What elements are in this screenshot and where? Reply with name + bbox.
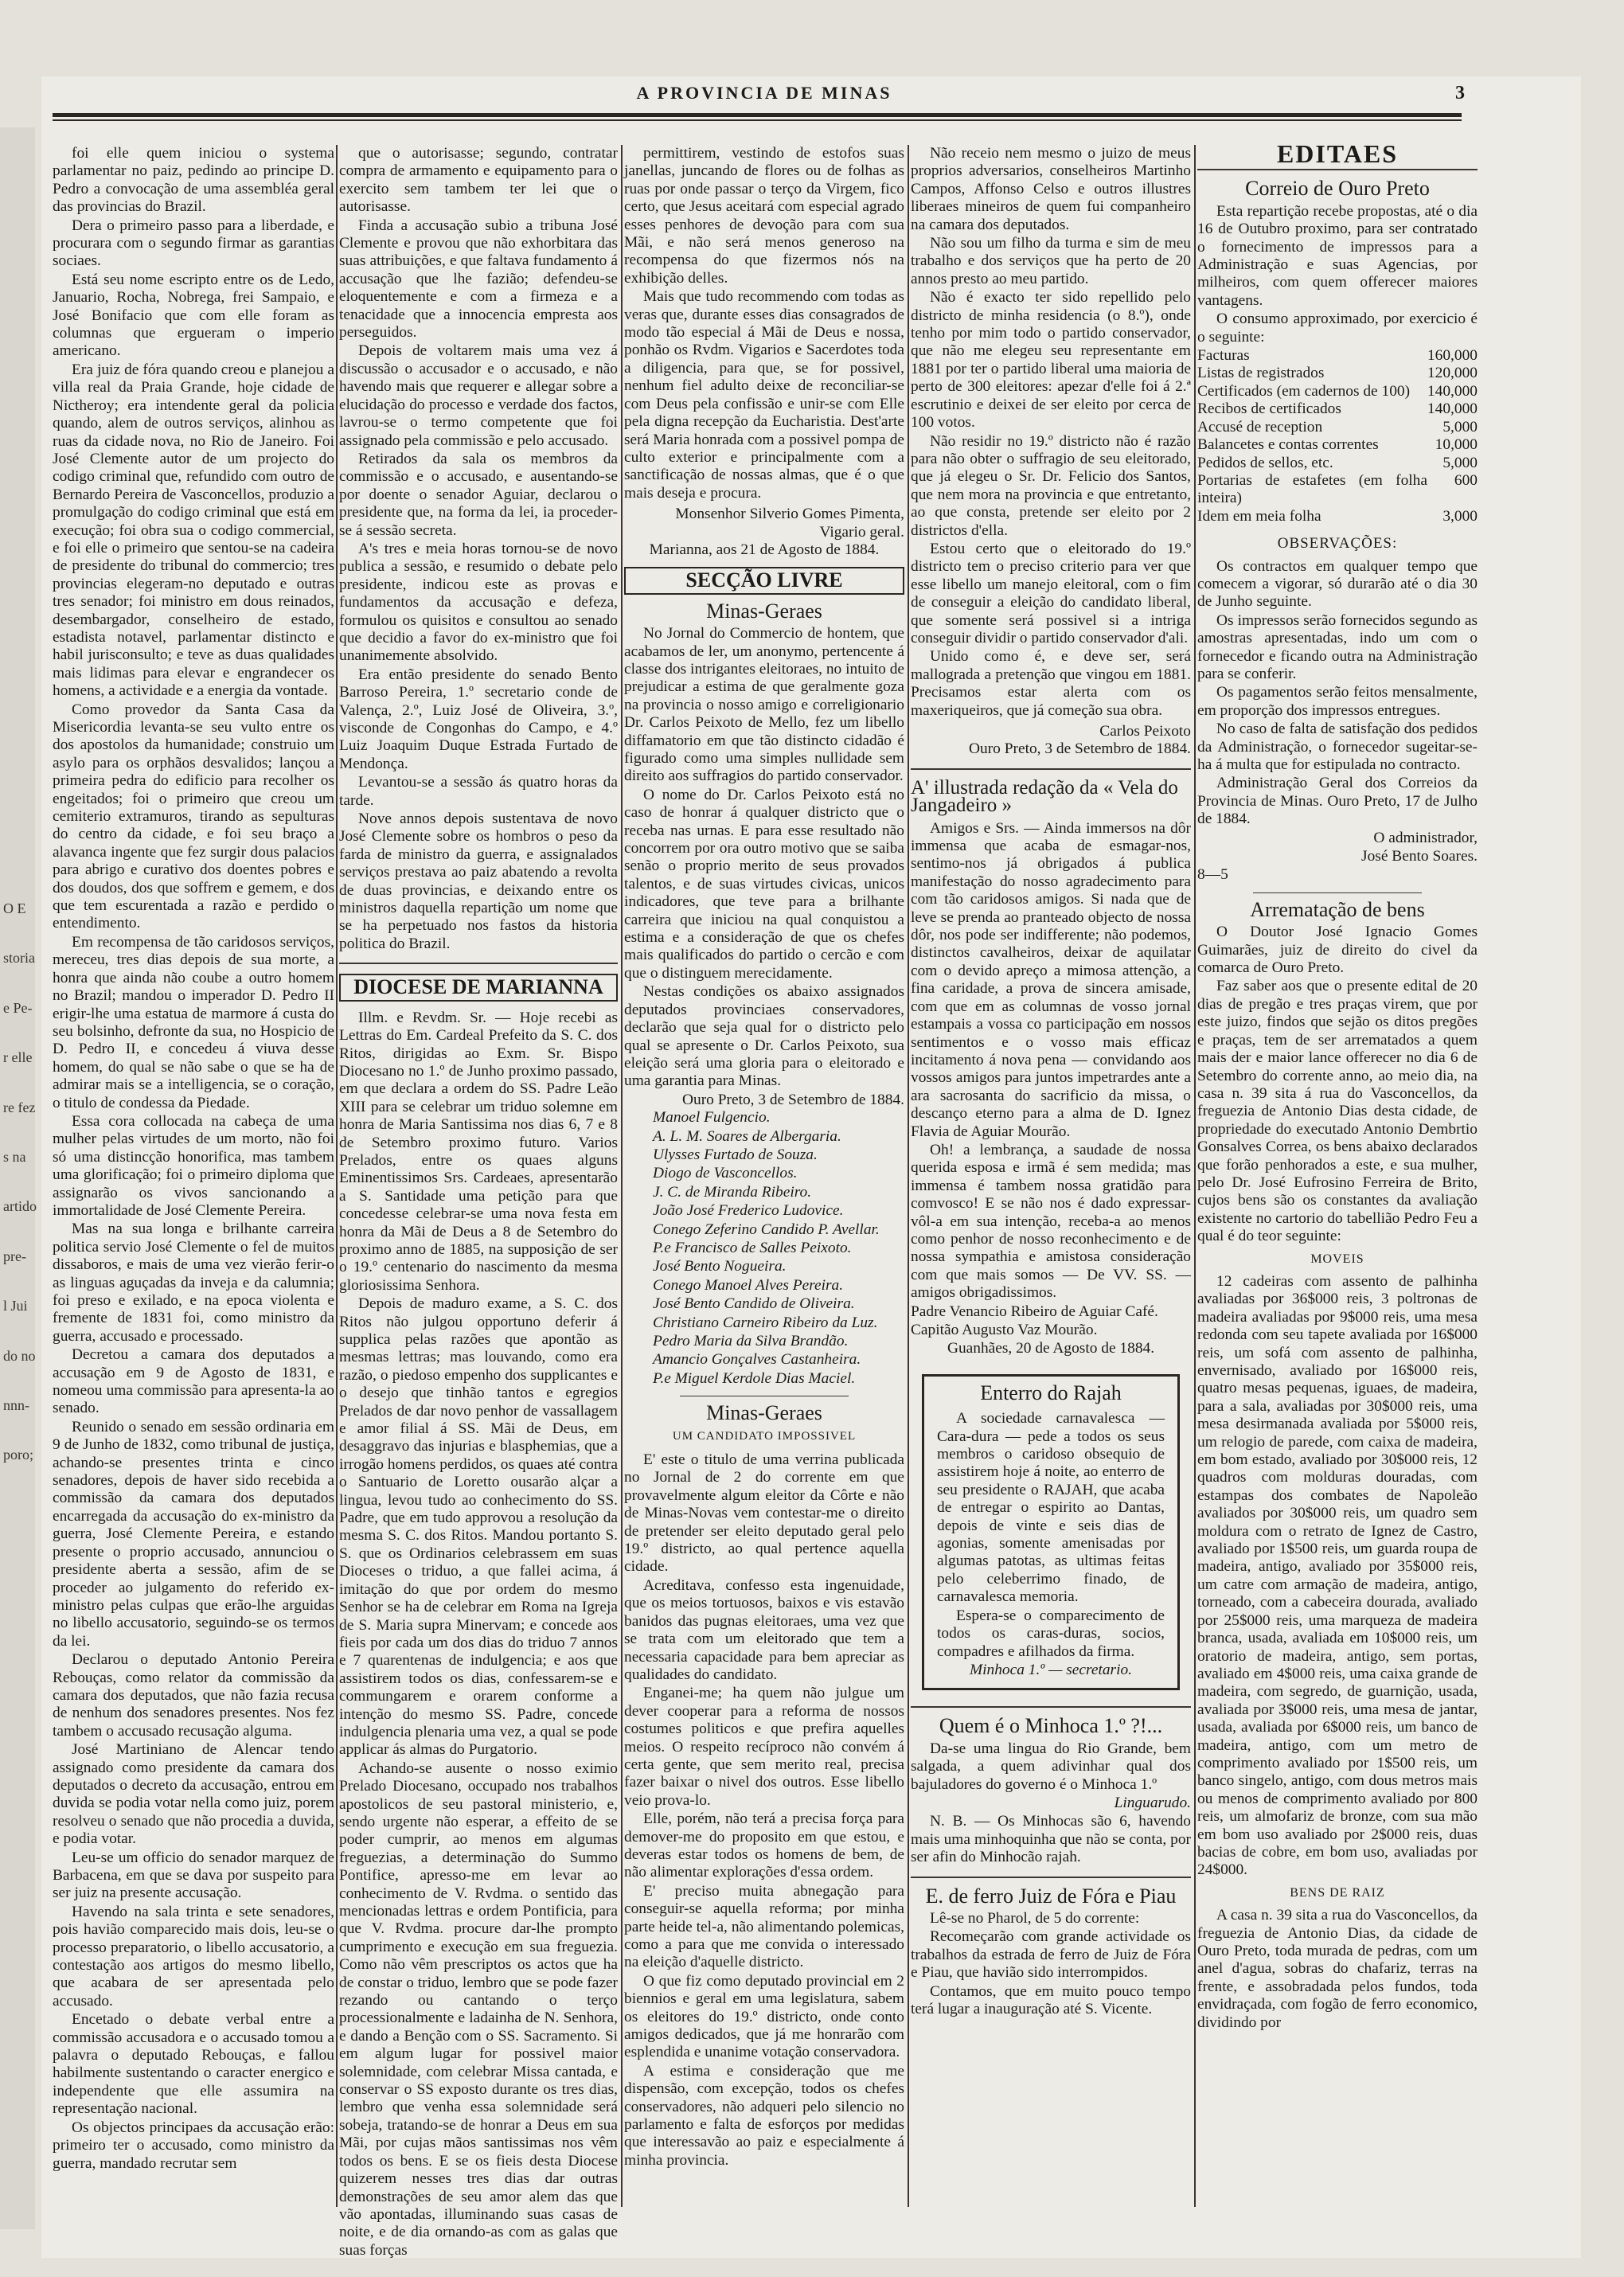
paragraph: Recomeçarão com grande actividade os trabalhos da estrada de ferro de Juiz de Fóra e Piau, que havião sido interrompidos. — [911, 1928, 1191, 1982]
consumo-value: 140,000 — [1427, 382, 1478, 400]
paragraph: No Jornal do Commercio de hontem, que acabamos de ler, um anonymo, pertencente á classe dos intrigantes eleitoraes, no intuito de prejudicar a estima de que geralmente goza na provincia o nosso amigo e correligionario Dr. Carlos Peixoto de Mello, fez um libello diffamatorio em que tão distincto cidadão é figurado como uma simples nullidade sem direito aos suffragios do partido conservador. — [624, 625, 904, 785]
minhoca-text: Da-se uma lingua do Rio Grande, bem salgada, a quem adivinhar qual dos bajuladores do governo é o Minhoca 1.º — [911, 1740, 1191, 1793]
paragraph: Nove annos depois sustentava de novo José Clemente sobre os hombros o peso da farda de ministro da guerra, e assignalados serviços prestava ao paiz abatendo a revolta de duas provincias, e deixando entre os ministros daquella repartição um nome que se ha perpetuado nos fastos da historia politica do Brazil. — [339, 810, 618, 952]
paragraph: Decretou a camara dos deputados a accusação em 9 de Agosto de 1831, e nomeou uma commissão para apresenta-la ao senado. — [53, 1346, 334, 1417]
consumo-row — [1197, 347, 1478, 365]
paragraph: Estou certo que o eleitorado do 19.º districto tem o preciso criterio para ver que esse libello um manejo eleitoral, com o fim de conseguir a eleição do candidato liberal, que somente será possivel si a intriga conseguir dividir o partido conservador d'ali. — [911, 540, 1191, 646]
consumo-value: 600 — [1454, 471, 1478, 489]
paragraph: Amigos e Srs. — Ainda immersos na dôr immensa que acaba de esmagar-nos, sentimo-nos já obrigados á publica manifestação do nosso agradecimento para com tão caridosos amigos. Si nada que de leve se prenda ao pranteado objecto de nossa dôr, nos pode ser indifferente; não podemos, distinctos cavalheiros, deixar de aquilatar com o devido apreço a mimosa attenção, a fina caridade, a prova de sincera amisade, com que em as columnas de vosso jornal estampais a vossa co participação em nossos sentimentos e o vosso mais efficaz incitamento á nova pena — convidando aos vossos amigos para juntos impetrardes ante a ara sacrosanta do sacrificio da missa, o descanço eterno para a alma de D. Ignez Flavia de Aguiar Mourão. — [911, 819, 1191, 1140]
divider — [911, 1706, 1191, 1708]
paragraph: Era então presidente do senado Bento Barroso Pereira, 1.º secretario conde de Valença, 2.º, Luiz José de Oliveira, 3.º, visconde de Congonhas do Campo, e 4.º Luiz Joaquim Duque Estrada Furtado de Mendonça. — [339, 666, 618, 772]
signer-name: José Bento Nogueira. — [653, 1258, 787, 1275]
consumo-label: Idem em meia folha — [1197, 507, 1321, 525]
paragraph: Levantou-se a sessão ás quatro horas da tarde. — [339, 774, 618, 809]
paragraph: Não residir no 19.º districto não é razão para não obter o suffragio de seu eleitorado, que já elegeu o Sr. Dr. Felicio dos Santos, que nem mora na provincia e que entretanto, ao que consta, pretende ser eleito por 2 districtos d'ella. — [911, 432, 1191, 539]
paragraph: A's tres e meia horas tornou-se de novo publica a sessão, e resumido o debate pelo presidente, indicou este as provas e fundamentos da accusação e defeza, formulou os quisitos e consultou ao senado que decidio a favor do ex-ministro que foi unanimemente absolvido. — [339, 540, 618, 665]
correio-intro: Esta repartição recebe propostas, até o dia 16 de Outubro proximo, para ser contratado o fornecimento de impressos para a Administração e suas Agencias, por milheiros, com quem offerecer maiores vantagens. — [1197, 202, 1478, 309]
paragraph: Achando-se ausente o nosso eximio Prelado Diocesano, occupado nos trabalhos apostolicos de seu pastoral ministerio, e, sendo urgente não esperar, a effeito de se poder cumprir, ao menos em algumas freguezias, a determinação do Summo Pontifice, apresso-me em levar ao conhecimento de V. Rvdma. o sentido das mencionadas lettras e ordem Pontificia, para que V. Rvdma. procure dar-lhe prompto cumprimento e execução em sua freguezia. Como não vêm prescriptos os actos que ha de constar o triduo, lembro que se pode fazer rezando ou cantando o terço processionalmente e ladainha de N. Senhora, e dando a Benção com o SS. Sacramento. Si em algum lugar for possivel maior solemnidade, com celebrar Missa cantada, e conservar o SS exposto durante os tres dias, lembro que venha essa solemnidade será sobeja, tratando-se de honrar a Deus em sua Mãi, por cujas mãos santissimas nos vêm todos os bens. E se os fieis desta Diocese quizerem nesses tres dias dar outras demonstrações de seu amor alem das que vão apontadas, illuminando suas casas de noite, e de dia ornando-as com as galas que suas forças — [339, 1759, 618, 2259]
paragraph: Enganei-me; ha quem não julgue um dever cooperar para a reforma de nossos costumes politicos e que prefira aquelles meios. O respeito recíproco não convém á certa gente, que sem merito real, precisa fazer baixar o nivel dos outros. Esse libello veio prova-lo. — [624, 1685, 904, 1809]
correio-title: Correio de Ouro Preto — [1245, 177, 1430, 201]
signature-role: Vigario geral. — [819, 523, 904, 541]
paragraph: Administração Geral dos Correios da Provincia de Minas. Ouro Preto, 17 de Julho de 1884. — [1197, 775, 1478, 828]
bens-raiz-title: BENS DE RAIZ — [1290, 1885, 1385, 1900]
consumo-row — [1197, 400, 1478, 418]
column-2 — [339, 145, 618, 2259]
consumo-row — [1197, 365, 1478, 382]
signer-name: Diogo de Vasconcellos. — [653, 1165, 798, 1182]
edge-fragment: storia — [3, 950, 35, 967]
paragraph: O que fiz como deputado provincial em 2 biennios e geral em uma legislatura, sabem os eleitores do 19.º districto, onde conto amigos dedicados, que já me honrarão com esplendida e unanime votação conservadora. — [624, 1972, 904, 2061]
paragraph: Elle, porém, não terá a precisa força para demover-me do proposito em que estou, e deveras estar todos os homens de bem, de não alimentar explorações d'essa ordem. — [624, 1810, 904, 1881]
paragraph: Depois de voltarem mais uma vez á discussão o accusador e o accusado, e não havendo mais que requerer e allegar sobre a elucidação do processo e verdade dos factos, lavrou-se o termo competente que foi assignado pela commissão e pelo accusado. — [339, 342, 618, 449]
header-rule-thin — [53, 119, 1462, 121]
divider — [1253, 892, 1421, 893]
illustrada-sign-1: Padre Venancio Ribeiro de Aguiar Café. — [911, 1303, 1158, 1320]
divider — [911, 1877, 1191, 1878]
signer-name: Ulysses Furtado de Souza. — [653, 1146, 818, 1163]
column-3 — [624, 145, 904, 2207]
enterro-rajah-box — [922, 1374, 1180, 1691]
paragraph: Os contractos em qualquer tempo que comecem a vigorar, só durarão até o dia 30 de Junho seguinte. — [1197, 557, 1478, 611]
signer-name: P.e Francisco de Salles Peixoto. — [653, 1239, 852, 1256]
paragraph: Oh! a lembrança, a saudade de nossa querida esposa e irmã é sem medida; mas immensa é tambem nossa gratidão para comvosco! E se não nos é dado expressar-vôl-a em sua intenção, receba-a ao menos como penhor de nosso reconhecimento e de nossa sympathia e amistosa consideração com que mais somos — De VV. SS. — amigos obrigadissimos. — [911, 1141, 1191, 1302]
illustrada-date: Guanhães, 20 de Agosto de 1884. — [947, 1340, 1155, 1357]
consumo-row — [1197, 436, 1478, 454]
administrador-label: O administrador, — [1373, 829, 1478, 846]
bens-raiz-text: A casa n. 39 sita a rua do Vasconcellos, da freguezia de Antonio Dias, da cidade de Ouro Preto, toda murada de pedras, com um anel d'agua, sobras do chafariz, terras na frente, e assobradada pelos fundos, toda envidraçada, com fogão de ferro economico, dividindo por — [1197, 1907, 1478, 2031]
observacoes-text — [1197, 558, 1478, 829]
paragraph: E' preciso muita abnegação para conseguir-se aquella reforma; por minha parte heide tel-a, não alimentando polemicas, como a para que me convida o interessado na eleição d'aquelle districto. — [624, 1882, 904, 1971]
consumo-row — [1197, 508, 1478, 525]
editais-title: EDITAES — [1276, 139, 1399, 168]
consumo-row — [1197, 455, 1478, 472]
paragraph: Está seu nome escripto entre os de Ledo, Januario, Rocha, Nobrega, frei Sampaio, e José Bonifacio que com elle foram as columnas que ergueram o imperio americano. — [53, 271, 334, 360]
signer-name: Conego Manoel Alves Pereira. — [653, 1276, 844, 1294]
paragraph: Mas na sua longa e brilhante carreira politica servio José Clemente o fel de muitos dissaboros, e mais de uma vez vierão ferir-o as linguas aguçadas da inveja e da calumnia; foi preso e exilado, e na epoca violenta e fremente de 1831 foi, como ministro da guerra, accusado e processado. — [53, 1221, 334, 1345]
paragraph: Leu-se um officio do senador marquez de Barbacena, em que se dava por suspeito para ser juiz na presente accusação. — [53, 1849, 334, 1902]
paragraph: A estima e consideração que me dispensão, com excepção, todos os chefes conservadores, não adqueri pelo silencio no parlamento e falta de esforços por medidas que interessavão ao paiz e especialmente á minha provincia. — [624, 2062, 904, 2169]
minhoca-nb: N. B. — Os Minhocas são 6, havendo mais uma minhoquinha que não se conta, por ser afin do Minhocão rajah. — [911, 1813, 1191, 1866]
consumo-value: 120,000 — [1427, 365, 1478, 382]
edge-fragment: pre- — [3, 1248, 26, 1264]
correio-intro-2: O consumo approximado, por exercicio é o seguinte: — [1197, 310, 1478, 346]
signer-name: A. L. M. Soares de Albergaria. — [653, 1127, 841, 1145]
paragraph: Nestas condições os abaixo assignados deputados provinciaes conservadores, declarão que seja qual for o districto pelo qual se apresente o Dr. Carlos Peixoto, sua eleição será uma gloria para o eleitorado e uma garantia para Minas. — [624, 983, 904, 1090]
paragraph: Acreditava, confesso esta ingenuidade, que os meios tortuosos, baixos e vis estavão banidos das pugnas eleitoraes, uma vez que se trata com um eleitorado que tem a necessaria capacidade para bem apreciar as qualidades do candidato. — [624, 1576, 904, 1683]
minas-geraes-heading-2: Minas-Geraes — [706, 1401, 822, 1425]
consumo-value: 10,000 — [1435, 436, 1478, 454]
signer-name: J. C. de Miranda Ribeiro. — [653, 1183, 812, 1201]
candidato-text-continued — [911, 145, 1191, 720]
minhoca-sign: Linguarudo. — [1114, 1794, 1191, 1811]
edge-fragment: artido — [3, 1198, 37, 1215]
signer-name: Conego Zeferino Candido P. Avellar. — [653, 1221, 880, 1238]
edge-fragment: poro; — [3, 1447, 33, 1463]
paragraph: Lê-se no Pharol, de 5 do corrente: — [930, 1909, 1140, 1927]
paragraph: O Doutor José Ignacio Gomes Guimarães, juiz de direito do civel da comarca de Ouro Preto. — [1197, 924, 1478, 977]
signer-name: Manoel Fulgencio. — [653, 1109, 771, 1127]
illustrada-text — [911, 820, 1191, 1303]
paragraph: Não receio nem mesmo o juizo de meus proprios adversarios, conselheiros Martinho Campos, Affonso Celso e outros illustres liberaes mineiros de quem fui companheiro na camara dos deputados. — [911, 145, 1191, 233]
diocese-title: DIOCESE DE MARIANNA — [339, 974, 618, 1001]
consumo-label: Accusé de reception — [1197, 418, 1323, 435]
signer-name: Amancio Gonçalves Castanheira. — [653, 1351, 861, 1369]
rajah-title: Enterro do Rajah — [980, 1381, 1122, 1404]
moveis-text: 12 cadeiras com assento de palhinha avaliadas por 36$000 reis, 3 poltronas de madeira avaliadas por 9$000 reis, uma mesa redonda com seu tapete avaliada por 16$000 reis, um sofá com assento de palhinha, envernisado, avaliado por 16$000 reis, quatro mesas pequenas, iguaes, de madeira, para a sala, avaliadas por 30$000 reis, uma mesa desirmanada avaliada por 5$000 reis, um relogio de parede, com caixa de madeira, em bom estado, avaliado por 30$000 reis, 12 quadros com molduras douradas, com estampas dos combates de Napoleão avaliados por 30$000 reis, um quadro sem moldura com o retrato de Ignez de Castro, avaliado por 1$500 reis, um guarda roupa de madeira, antigo, avaliado por 35$000 reis, um catre com armação de madeira, antigo, torneado, com a cabeceira dourada, avaliado por 25$000 reis, uma marqueza de madeira branca, usada, avaliada em 10$000 reis, um oratorio de madeira, antigo, sem portas, avaliado em 4$000 reis, uma caixa grande de madeira, com segredo, de guarnição, usada, avaliada por 3$000 reis, uma mesa de jantar, usada, avaliada por 6$000 reis, um banco de madeira, antigo, com um metro de comprimento avaliado por 1$500 reis, um banco singelo, antigo, com dous metros mais ou menos de comprimento avaliado por 800 reis, um almofariz de bronze, com sua mão em bom uso avaliado por 2$000 reis, duas bacias de cobre, em bom uso, avaliadas por 24$000. — [1197, 1272, 1478, 1879]
paragraph: Não sou um filho da turma e sim de meu trabalho e dos serviços que ha perto de 20 annos presto ao meu partido. — [911, 235, 1191, 287]
signature-name: Monsenhor Silverio Gomes Pimenta, — [675, 506, 904, 523]
paragraph: Não é exacto ter sido repellido pelo districto de minha residencia (o 8.º), onde tenho por mim todo o partido conservador, que não me elegeu seu representante em 1881 por ter o partido liberal uma maioria de perto de 300 eleitores: apezar d'elle foi á 2.ª escrutinio e deixei de ser eleito por cerca de 100 votos. — [911, 289, 1191, 432]
seccao-livre-text — [624, 625, 904, 1091]
paragraph: que o autorisasse; segundo, contratar compra de armamento e equipamento para o exercito sem tambem ter lei que o autorisasse. — [339, 145, 618, 216]
edge-fragment: do no — [3, 1347, 36, 1364]
paragraph: E' este o titulo de uma verrina publicada no Jornal de 2 do corrente em que provavelmente algum eleitor da Côrte e não de Minas-Novas vem contestar-me o direito de pretender ser eleito deputado geral pelo 19.º districto, ao qual pertence aquella cidade. — [624, 1451, 904, 1576]
candidato-impossivel-text — [624, 1451, 904, 2170]
diocese-letter-continued — [624, 145, 904, 502]
illustrada-title: A' illustrada redação da « Vela do Jangadeiro » — [911, 776, 1178, 817]
minhoca-title: Quem é o Minhoca 1.º ?!... — [939, 1714, 1163, 1738]
edge-fragment: nnn- — [3, 1397, 29, 1414]
signer-name: Pedro Maria da Silva Brandão. — [653, 1333, 849, 1349]
signature-silverio — [624, 506, 904, 559]
seccao-date: Ouro Preto, 3 de Setembro de 1884. — [682, 1091, 904, 1108]
consumo-label: Balancetes e contas correntes — [1197, 436, 1379, 454]
signer-name: João José Frederico Ludovice. — [653, 1202, 844, 1220]
paragraph: José Martiniano de Alencar tendo assignado como presidente da camara dos deputados o decreto da accusação, entrou em duvida se podia votar nella como juiz, porem resolveu o senado que não procedia a duvida, e podia votar. — [53, 1741, 334, 1848]
consumo-label: Pedidos de sellos, etc. — [1197, 454, 1333, 471]
paragraph: O nome do Dr. Carlos Peixoto está no caso de honrar á qualquer districto que o receba nas urnas. E para esse resultado não concorrem por ora outro motivo que se saiba senão o proprio merito de seus provados talentos, e de suas virtudes civicas, unicos indicadores, que teve para a brilhante carreira que iniciou na qual conquistou a estima e a consideração de que os chefes mais qualificados do partido o cercão e com que o distinguem merecidamente. — [624, 786, 904, 982]
rajah-sign: Minhoca 1.º — secretario. — [969, 1661, 1133, 1678]
column-4 — [911, 145, 1191, 2207]
paragraph: Encetado o debate verbal entre a commissão accusadora e o accusado tomou a palavra o deputado Rebouças, e fallou habilmente sustentando o caracter energico e independente que elle assumira na representação nacional. — [53, 2011, 334, 2118]
paragraph: Espera-se o comparecimento de todos os caras-duras, socios, compadres e afilhados da firma. — [937, 1607, 1165, 1660]
consumo-value: 5,000 — [1442, 454, 1478, 471]
signer-name: Christiano Carneiro Ribeiro da Luz. — [653, 1314, 878, 1331]
column-rule — [1194, 145, 1196, 2207]
consumo-row — [1197, 419, 1478, 436]
paragraph: foi elle quem iniciou o systema parlamentar no paiz, pedindo ao principe D. Pedro a convocação de uma assembléa geral das provincias do Brazil. — [53, 145, 334, 216]
newspaper-name: A PROVINCIA DE MINAS — [636, 83, 892, 103]
divider — [1197, 169, 1478, 170]
edital-ref: 8—5 — [1197, 866, 1228, 884]
consumo-row — [1197, 383, 1478, 400]
edge-fragment: e Pe- — [3, 999, 33, 1016]
paragraph: Em recompensa de tão caridosos serviços, mereceu, tres dias depois de sua morte, a honra que ainda não coube a outro homem no Brazil; mandou o imperador D. Pedro II erigir-lhe uma estatua de marmore á custa do seu bolsinho, defronte da sua, no Hospicio de D. Pedro II, e concedeu á viuva desse homem, do qual se não sabe o que se ha de admirar mais se a intelligencia, se o coração, o titulo de condessa da Piedade. — [53, 933, 334, 1111]
consumo-table — [1197, 347, 1478, 525]
column-rule — [621, 145, 623, 2207]
consumo-label: Facturas — [1197, 347, 1250, 365]
edge-fragment: l Jui — [3, 1298, 28, 1314]
paragraph: Retirados da sala os membros da commissão e o accusado, e ausentando-se por doente o senador Aguiar, declarou o presidente que, na forma da lei, ia proceder-se á sessão secreta. — [339, 450, 618, 539]
column-rule — [908, 145, 909, 2207]
ferro-text — [911, 1910, 1191, 2018]
paragraph: A sociedade carnavalesca — Cara-dura — pede a todos os seus membros o caridoso obsequio de assistirem hoje á noite, ao enterro de seu presidente o RAJAH, que acaba de entregar o espirito ao Dantas, depois de vinte e seis dias de agonias, somente amenisadas por algumas patotas, as ultimas feitas pelo celeberrimo finado, de carnavalesca memoria. — [937, 1410, 1165, 1606]
signature-carlos-peixoto — [911, 723, 1191, 759]
divider — [339, 963, 618, 964]
paragraph: Depois de maduro exame, a S. C. dos Ritos não julgou opportuno deferir á supplica pelas razões que apontão as mesmas lettras; mas louvando, como era razão, o piedoso empenho dos supplicantes e o desejo que tinhão tantos e egregios Prelados de dar novo penhor de vassallagem e amor filial á SS. Mãi de Deus, em desaggravo das injurias e blasphemias, que a irrogão homens perdidos, os quaes até contra o Santuario de Loretto ousarão alçar a lingua, levou tudo ao conhecimento do SS. Padre, que em tudo approvou a resolução da mesma S. C. dos Ritos. Mandou portanto S. S. que os Ordinarios celebrassem em suas Dioceses o triduo, a que fallei acima, á imitação do que por ordem do mesmo Senhor se ha de celebrar em Roma na Igreja de S. Maria supra Minervam; e concede aos fieis por cada um dos dias do triduo 7 annos e 7 quarentenas de indulgencia; e aos que assistirem todos os dias, confessarem-se e commungarem e orarem conforme a intenção do mesmo SS. Padre, concede indulgencia plenaria uma vez, a qual se pode applicar ás almas do Purgatorio. — [339, 1295, 618, 1759]
paragraph: Finda a accusação subio a tribuna José Clemente e provou que não exhorbitara das suas attribuições, e que faltava fundamento á accusação que lhe fazião; defendeu-se eloquentemente e com a firmeza e a tenacidade que a innocencia empresta aos perseguidos. — [339, 217, 618, 342]
header-rule — [53, 113, 1462, 117]
senate-article-continued — [339, 145, 618, 953]
ferro-title: E. de ferro Juiz de Fóra e Piau — [925, 1884, 1177, 1908]
paragraph: Contamos, que em muito pouco tempo terá lugar a inauguração até S. Vicente. — [911, 1982, 1191, 2017]
paragraph: No caso de falta de satisfação dos pedidos da Administração, o fornecedor sugeitar-se-ha á multa que for estipulada no contracto. — [1197, 721, 1478, 773]
paragraph: Unido como é, e deve ser, será mallograda a pretenção que vingou em 1881. Precisamos estar alerta com os maxeriqueiros, que já começão sua obra. — [911, 648, 1191, 719]
signer-name: P.e Miguel Kerdole Dias Maciel. — [653, 1369, 856, 1387]
paragraph: Illm. e Revdm. Sr. — Hoje recebi as Lettras do Em. Cardeal Prefeito da S. C. dos Ritos, dirigidas ao Exm. Sr. Bispo Diocesano no 1.º de Junho proximo passado, em que declara a ordem do SS. Padre Leão XIII para se celebrar um triduo solemne em honra de Maria Santissima nos dias 6, 7 e 8 de Setembro proximo futuro. Varios Prelados, entre os quaes alguns Eminentissimos Srs. Cardeaes, apresentarão a S. Santidade uma petição para que concedesse celebrar-se uma nova festa em honra da Mãi de Deus a 8 de Setembro do proximo anno de 1885, na supposição de ser o 19.º centenario do nascimento da mesma gloriosissima Senhora. — [339, 1009, 618, 1294]
minas-geraes-heading: Minas-Geraes — [706, 599, 822, 623]
consumo-value: 140,000 — [1427, 400, 1478, 418]
paragraph: Mais que tudo recommendo com todas as veras que, durante esses dias consagrados de modo tão especial á Mãi de Deus e nossa, ponhão os Rvdm. Vigarios e Sacerdotes toda a diligencia, para que, se for possivel, nenhum fiel adulto deixe de reconciliar-se com Deus pela confissão e unir-se com Elle pela digna recepção da Eucharistia. Dest'arte será Maria honrada com a possivel pompa de culto exterior e principalmente com a sanctificação de nossas almas, que é o que mais deseja e procura. — [624, 288, 904, 502]
administrador-name: José Bento Soares. — [1361, 848, 1478, 865]
rajah-text — [937, 1410, 1165, 1661]
page-number: 3 — [1455, 83, 1465, 104]
consumo-value: 160,000 — [1427, 347, 1478, 365]
paragraph: Dera o primeiro passo para a liberdade, e procurara com o segundo firmar as garantias sociaes. — [53, 217, 334, 270]
consumo-label: Recibos de certificados — [1197, 400, 1341, 418]
divider — [911, 768, 1191, 770]
observacoes-title: OBSERVAÇÕES: — [1277, 535, 1398, 553]
consumo-value: 3,000 — [1442, 507, 1478, 525]
moveis-title: MOVEIS — [1310, 1252, 1364, 1266]
candidato-subheading: UM CANDIDATO IMPOSSIVEL — [672, 1429, 857, 1443]
arrematacao-text — [1197, 924, 1478, 1245]
edge-fragment: s na — [3, 1149, 26, 1166]
left-edge-fragments — [3, 900, 37, 1464]
signature-name: Carlos Peixoto — [1099, 723, 1191, 740]
paragraph: Como provedor da Santa Casa da Misericordia levanta-se seu vulto entre os dos apostolos da humanidade; construio um asylo para os orphãos desvalidos; lançou a primeira pedra do edificio para recolher os engeitados; foi o primeiro que creou um cemiterio extramuros, tirando as sepulturas do centro da cidade, e foi seu braço a alavanca ingente que fez surgir dous palacios para abrigo e curativo dos doentes pobres e dos doudos, dos que soffrem e gemem, e dos que tem escurentada a razão e perdido o entendimento. — [53, 701, 334, 932]
signature-date: Ouro Preto, 3 de Setembro de 1884. — [969, 740, 1191, 758]
paragraph: Era juiz de fóra quando creou e planejou a villa real da Praia Grande, hoje cidade de Nictheroy; era intendente geral da policia quando, alem de outros serviços, alinhou as ruas da cidade nova, no Rio de Janeiro. Foi José Clemente autor de um projecto do codigo criminal que, refundido com outro de Bernardo Pereira de Vasconcellos, produzio a promulgação do codigo criminal que está em execução; foi obra sua o codigo commercial, e foi elle o primeiro que sentou-se na cadeira de presidente do tribunal do commercio; tres provincias elegeram-no deputado e outras tres senador; foi ministro em dous reinados, desembargador, conselheiro de estado, estadista notavel, parlamentar distincto e habil jurisconsulto; e teve as duas qualidades mais lidimas para elevar e engrandecer os homens, a actividade e a energia da vontade. — [53, 361, 334, 700]
paragraph: Havendo na sala trinta e sete senadores, pois havião comparecido mais dois, leu-se o processo preparatorio, o libello accusatorio, a contestação aos artigos do mesmo libello, que acabara de ser apresentada pelo accusado. — [53, 1903, 334, 2009]
column-rule — [336, 145, 338, 2207]
edge-fragment: O E — [3, 900, 26, 916]
arrematacao-title: Arrematação de bens — [1250, 897, 1425, 921]
paragraph: Faz saber aos que o presente edital de 20 dias de pregão e tres praças virem, que por este juizo, findos que sejão os ditos pregões e praças, tem de ser arrematados a quem mais der e maior lance offerecer no dia 6 de Setembro do corrente anno, ao meio dia, na casa n. 39 sita á rua do Vasconcellos, da freguezia de Antonio Dias desta cidade, de propriedade do executado Antonio Dembrtio Gonsalves Correa, os bens abaixo declarados que forão penhorados a este, e sua mulher, pelo Dr. José Eufrosino Ferreira de Brito, cujos bens são os constantes da avaliação existente no cartorio do tabellião Pedro Feu a qual é do teor seguinte: — [1197, 978, 1478, 1245]
signer-name: José Bento Candido de Oliveira. — [653, 1295, 855, 1313]
paragraph: Os objectos principaes da accusação erão: primeiro ter o accusado, como ministro da guerra, mandado recrutar sem — [53, 2119, 334, 2172]
signature-date: Marianna, aos 21 de Agosto de 1884. — [649, 541, 880, 558]
consumo-value: 5,000 — [1442, 418, 1478, 435]
diocese-letter — [339, 1010, 618, 2259]
column-5 — [1197, 139, 1478, 2207]
signers-list — [624, 1109, 904, 1388]
edge-fragment: r elle — [3, 1049, 33, 1066]
column-1 — [53, 145, 334, 2207]
paragraph: permittirem, vestindo de estofos suas janellas, juncando de flores ou de folhas as ruas por onde passar o terço da Virgem, fico certo, que Jesus aceitará com especial agrado esses penhores de devoção para com sua Mãi, e não será menos generoso na recompensa do que fizermos nós na exhibição delles. — [624, 145, 904, 287]
paragraph: Reunido o senado em sessão ordinaria em 9 de Junho de 1832, como tribunal de justiça, achando-se presentes trinta e cinco senadores, depois de haver sido recebida a commissão da camara dos deputados encarregada da accusação do ex-ministro da guerra, José Clemente Pereira, e estando presente o proprio accusado, annunciou o presidente aberta a sessão, afim de se proceder ao julgamento do referido ex-ministro pelas culpas que erão-lhe arguidas no libello accusatorio, seguindo-se os termos da lei. — [53, 1418, 334, 1650]
seccao-livre-title: SECÇÃO LIVRE — [624, 567, 904, 594]
illustrada-sign-2: Capitão Augusto Vaz Mourão. — [911, 1322, 1098, 1338]
consumo-label: Listas de registrados — [1197, 365, 1325, 382]
consumo-label: Portarias de estafetes (em folha inteira) — [1197, 471, 1427, 507]
consumo-label: Certificados (em cadernos de 100) — [1197, 382, 1411, 400]
paragraph: Os impressos serão fornecidos segundo as amostras apresentadas, indo um com o fornecedor e ficando outra na Administração para se conferir. — [1197, 611, 1478, 682]
consumo-row — [1197, 472, 1478, 508]
masthead — [64, 83, 1465, 115]
paragraph: Os pagamentos serão feitos mensalmente, em proporção dos impressos entregues. — [1197, 684, 1478, 719]
paragraph: Essa cora collocada na cabeça de uma mulher pelas virtudes de um morto, não foi só uma distincção honorifica, mas tambem uma glorificação; foi o primeiro diploma que assignarão os vivos sancionando a immortalidade de José Clemente Pereira. — [53, 1112, 334, 1219]
edge-fragment: re fez — [3, 1099, 36, 1115]
paragraph: Declarou o deputado Antonio Pereira Rebouças, como relator da commissão da camara dos deputados, que não fazia recusa de nenhum dos senadores presentes. Nos fez tambem o accusado recusação alguma. — [53, 1651, 334, 1740]
